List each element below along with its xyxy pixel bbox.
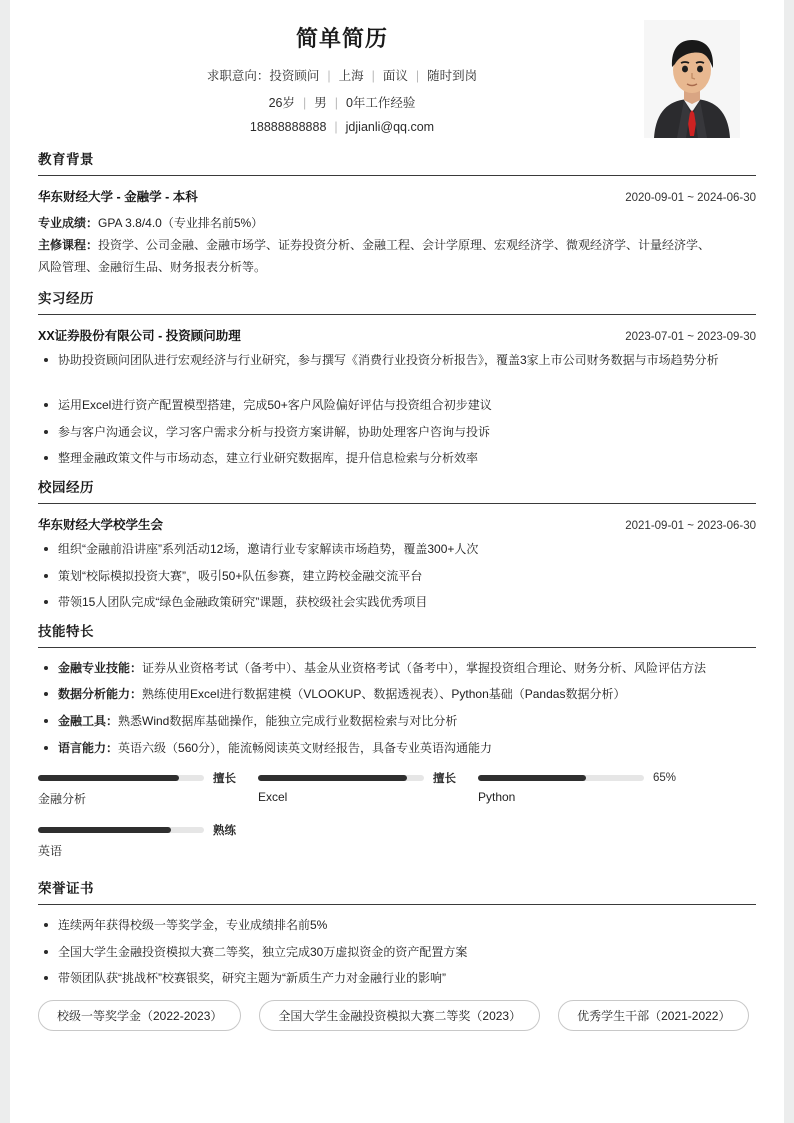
skill-bar-name: 金融分析 (38, 792, 87, 807)
contact-item: 18888888888 (249, 120, 327, 134)
skill-label: 金融工具： (58, 713, 119, 728)
detail-row (38, 234, 756, 256)
bullet-item: 全国大学生金融投资模拟大赛二等奖，独立完成30万虚拟资金的资产配置方案 (38, 943, 756, 962)
entry-title: 华东财经大学 - 金融学 - 本科 (38, 190, 198, 204)
section-divider (38, 904, 756, 905)
skill-bar-name: Excel (258, 790, 288, 805)
skill-bar-track (38, 827, 204, 833)
skill-bar-track (38, 775, 204, 781)
section-honors (38, 877, 756, 1031)
contact-item: 面议 (382, 69, 408, 83)
skill-item (38, 659, 756, 678)
bullet-list (38, 916, 756, 988)
section-skills (38, 620, 756, 869)
contact-item: 求职意向：投资顾问 (206, 69, 320, 83)
section-title-honors: 荣誉证书 (38, 881, 94, 897)
avatar (644, 20, 740, 138)
entry-header (38, 515, 756, 533)
skill-bar-cell (38, 823, 258, 869)
skill-label: 金融专业技能： (58, 660, 143, 675)
contact-item: jdjianli@qq.com (345, 120, 435, 134)
bullet-item: 带领15人团队完成“绿色金融政策研究”课题，获校级社会实践优秀项目 (38, 593, 756, 612)
certificate-tags (38, 1000, 756, 1031)
skill-bar-cell (38, 771, 258, 817)
section-title-internship: 实习经历 (38, 290, 94, 306)
bullet-item: 策划“校际模拟投资大赛”，吸引50+队伍参赛，建立跨校金融交流平台 (38, 567, 756, 586)
skill-bar-track-wrap (258, 771, 478, 785)
skill-bar-name: 英语 (38, 844, 63, 859)
entry-date: 2021-09-01 ~ 2023-06-30 (625, 519, 756, 532)
skill-item (38, 739, 756, 758)
entry-header (38, 187, 756, 205)
skill-item (38, 712, 756, 731)
skill-item (38, 685, 756, 704)
detail-row (38, 212, 756, 234)
contact-separator: | (302, 96, 307, 110)
contact-item: 上海 (338, 69, 364, 83)
skill-bar-fill (478, 775, 586, 781)
page-title: 简单简历 (295, 26, 388, 51)
skill-bar-track (478, 775, 644, 781)
skill-bar-row (38, 771, 756, 817)
bullet-list (38, 351, 756, 468)
skill-bar-track-wrap (38, 823, 258, 837)
skill-label: 语言能力： (58, 740, 119, 755)
certificate-tag[interactable]: 校级一等奖学金（2022-2023） (38, 1000, 241, 1031)
skill-list (38, 659, 756, 757)
bullet-item: 连续两年获得校级一等奖学金，专业成绩排名前5% (38, 916, 756, 935)
section-divider (38, 503, 756, 504)
bullet-item: 运用Excel进行资产配置模型搭建，完成50+客户风险偏好评估与投资组合初步建议 (38, 396, 756, 415)
skill-bars (38, 771, 756, 869)
entry-header (38, 326, 756, 344)
skill-bar-cell (258, 771, 478, 817)
section-title-campus: 校园经历 (38, 479, 94, 495)
portrait-illustration-icon (644, 20, 740, 138)
skill-value: 英语六级（560分），能流畅阅读英文财经报告，具备专业英语沟通能力 (118, 740, 493, 755)
contact-item: 26岁 (268, 96, 295, 110)
contact-separator: | (415, 69, 420, 83)
skill-bar-level: 擅长 (213, 773, 236, 786)
section-education (38, 148, 756, 279)
skill-bar-fill (38, 775, 179, 781)
resume-page (10, 0, 784, 1123)
detail-value: 投资学、公司金融、金融市场学、证券投资分析、金融工程、会计学原理、宏观经济学、微观经济学、计量经济学、 (98, 238, 711, 253)
section-divider (38, 175, 756, 176)
skill-bar-track-wrap (478, 771, 698, 785)
resume-header (38, 0, 756, 140)
skill-value: 熟练使用Excel进行数据建模（VLOOKUP、数据透视表）、Python基础（Pandas数据分析） (142, 687, 626, 702)
skill-bar-track (258, 775, 424, 781)
contact-separator: | (371, 69, 375, 83)
entry-date: 2023-07-01 ~ 2023-09-30 (625, 330, 756, 343)
skill-label: 数据分析能力： (58, 687, 143, 702)
skill-bar-track-wrap (38, 771, 258, 785)
section-divider (38, 647, 756, 648)
detail-value: 风险管理、金融衍生品、财务报表分析等。 (38, 260, 267, 275)
entry-date: 2020-09-01 ~ 2024-06-30 (625, 192, 756, 204)
certificate-tag[interactable]: 全国大学生金融投资模拟大赛二等奖（2023） (259, 1000, 540, 1031)
skill-value: 证券从业资格考试（备考中）、基金从业资格考试（备考中），掌握投资组合理论、财务分析、风险评估方法 (142, 660, 707, 675)
contact-item: 男 (314, 96, 327, 110)
skill-bar-cell (478, 771, 698, 817)
section-title-education: 教育背景 (38, 152, 94, 167)
skill-bar-fill (38, 827, 171, 833)
contact-separator: | (327, 69, 331, 83)
bullet-item: 组织“金融前沿讲座”系列活动12场，邀请行业专家解读市场趋势，覆盖300+人次 (38, 540, 756, 559)
contact-item: 随时到岗 (427, 69, 478, 83)
contact-separator: | (334, 120, 338, 134)
section-divider (38, 314, 756, 315)
detail-label: 专业成绩： (38, 216, 99, 230)
detail-label: 主修课程： (38, 238, 99, 253)
contact-separator: | (334, 96, 338, 110)
certificate-tag[interactable]: 优秀学生干部（2021-2022） (558, 1000, 749, 1031)
entry-title: 华东财经大学校学生会 (38, 517, 164, 532)
bullet-item: 整理金融政策文件与市场动态，建立行业研究数据库，提升信息检索与分析效率 (38, 449, 756, 468)
section-internship (38, 287, 756, 468)
detail-value: GPA 3.8/4.0（专业排名前5%） (98, 216, 264, 230)
skill-value: 熟悉Wind数据库基础操作，能独立完成行业数据检索与对比分析 (118, 713, 458, 728)
section-campus (38, 476, 756, 612)
skill-bar-level: 熟练 (213, 825, 236, 838)
entry-title: XX证券股份有限公司 - 投资顾问助理 (38, 328, 241, 343)
bullet-item: 协助投资顾问团队进行宏观经济与行业研究，参与撰写《消费行业投资分析报告》，覆盖3家上市公司财务数据与市场趋势分析 (38, 351, 756, 370)
section-title-skills: 技能特长 (38, 623, 94, 639)
skill-bar-level: 擅长 (433, 773, 456, 786)
skill-bar-row (38, 823, 756, 869)
bullet-item: 带领团队获“挑战杯”校赛银奖，研究主题为“新质生产力对金融行业的影响” (38, 969, 756, 988)
skill-bar-name: Python (478, 790, 516, 805)
contact-item: 0年工作经验 (345, 96, 416, 110)
detail-row (38, 256, 756, 278)
skill-bar-fill (258, 775, 407, 781)
bullet-list (38, 540, 756, 612)
skill-bar-level: 65% (653, 772, 677, 785)
bullet-item: 参与客户沟通会议，学习客户需求分析与投资方案讲解，协助处理客户咨询与投诉 (38, 423, 756, 442)
